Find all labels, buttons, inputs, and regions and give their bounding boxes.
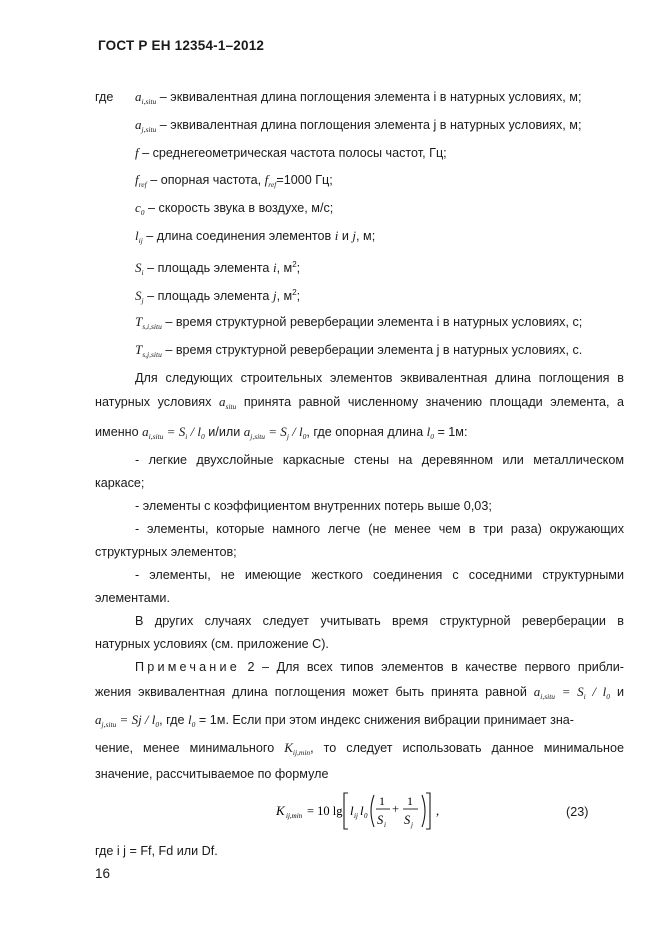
formula-den-sj: S xyxy=(404,813,411,827)
def-f: f – среднегеометрическая частота полосы частот, Гц; xyxy=(135,145,447,160)
def-a-j-situ: $a_{j,situ}$ – эквивалентная длина поглощения элемента j в натурных условиях, м; xyxy=(135,117,582,134)
formula-right-bracket xyxy=(426,793,430,829)
para1-line3: именно $a_{i,situ} = S_i / l_0$ и/или $a_{j,situ} = S_j / l_0$, где опорная длина $l_0 = 1м$: xyxy=(95,424,468,441)
bullet-3-line2: структурных элементов; xyxy=(95,545,237,559)
document-header: ГОСТ Р ЕН 12354-1–2012 xyxy=(98,38,265,53)
bullet-1-line1: - легкие двухслойные каркасные стены на деревянном или металлическом xyxy=(135,453,624,467)
def-a-i-situ: $a_{i,situ}$ – эквивалентная длина поглощения элемента i в натурных условиях, м; xyxy=(135,89,582,106)
bullet-4-line1: - элементы, не имеющие жесткого соединения с соседними структурными xyxy=(135,568,624,582)
where2-line: где i j = Ff, Fd или Df. xyxy=(95,844,218,858)
equation-number: (23) xyxy=(566,805,589,819)
def-t-s-j-situ: $T_{s,j,situ}$ – время структурной реверберации элемента j в натурных условиях, с. xyxy=(135,342,583,359)
para2-line2: натурных условиях (см. приложение С). xyxy=(95,637,329,651)
note-line4: чение, менее минимального $K_{ij,min}$, то следует использовать данное минимальное xyxy=(95,740,625,757)
def-f-ref: $f_{ref}$ – опорная частота, $f_{ref}=1000$ Гц; xyxy=(135,172,333,189)
note-line3: $a_{j,situ} = Sj / l_0$, где $l_0 = 1м$. Если при этом индекс снижения вибрации принимает зна- xyxy=(95,712,574,729)
para1-line1: Для следующих строительных элементов эквивалентная длина поглощения в xyxy=(135,371,624,385)
formula-den-si: S xyxy=(377,813,384,827)
def-t-s-i-situ: $T_{s,i,situ}$ – время структурной реверберации элемента i в натурных условиях, с; xyxy=(135,314,583,331)
note-line2: жения эквивалентная длина поглощения может быть принята равной $a_{i,situ} = S_i / l_0$ и xyxy=(95,684,624,701)
formula-left-paren xyxy=(371,795,374,827)
bullet-1-line2: каркасе; xyxy=(95,476,145,490)
note-line5: значение, рассчитываемое по формуле xyxy=(95,767,329,781)
def-l-ij: $l_{ij}$ – длина соединения элементов i и j, м; xyxy=(135,228,376,245)
where-label: где xyxy=(95,90,114,104)
formula-l: l xyxy=(350,803,354,818)
formula-comma: , xyxy=(436,804,440,818)
formula-left-bracket xyxy=(344,793,348,829)
para2-line1: В других случаях следует учитывать время структурной реверберации в xyxy=(135,614,624,628)
formula-plus: + xyxy=(392,802,400,816)
bullet-4-line2: элементами. xyxy=(95,591,170,605)
def-s-j: $S_j$ – площадь элемента j, $м^2$; xyxy=(135,288,301,305)
formula-eq: = 10 lg xyxy=(307,804,343,818)
formula-l0: l xyxy=(360,803,364,818)
formula-l-sub: ij xyxy=(354,812,358,820)
note-line1: Примечание 2 – Для всех типов элементов в качестве первого прибли- xyxy=(135,660,624,674)
para1-line2: натурных условиях $a_{situ}$ принята равной численному значению площади элемента, а xyxy=(95,394,625,411)
formula-23 xyxy=(276,788,446,834)
formula-num-2: 1 xyxy=(407,794,413,808)
formula-den-sj-sub: j xyxy=(411,821,413,829)
formula-lhs-sub: ij,min xyxy=(286,812,303,820)
bullet-2: - элементы с коэффициентом внутренних потерь выше 0,03; xyxy=(135,499,492,513)
def-c0: $c_0$ – скорость звука в воздухе, м/с; xyxy=(135,200,334,217)
page-number: 16 xyxy=(95,866,111,881)
formula-l0-sub: 0 xyxy=(364,812,368,820)
formula-num-1: 1 xyxy=(379,794,385,808)
formula-lhs: K xyxy=(276,803,285,818)
def-s-i: $S_i$ – площадь элемента i, $м^2$; xyxy=(135,260,301,277)
bullet-3-line1: - элементы, которые намного легче (не менее чем в три раза) окружающих xyxy=(135,522,624,536)
formula-den-si-sub: i xyxy=(384,821,386,829)
formula-right-paren xyxy=(422,795,425,827)
